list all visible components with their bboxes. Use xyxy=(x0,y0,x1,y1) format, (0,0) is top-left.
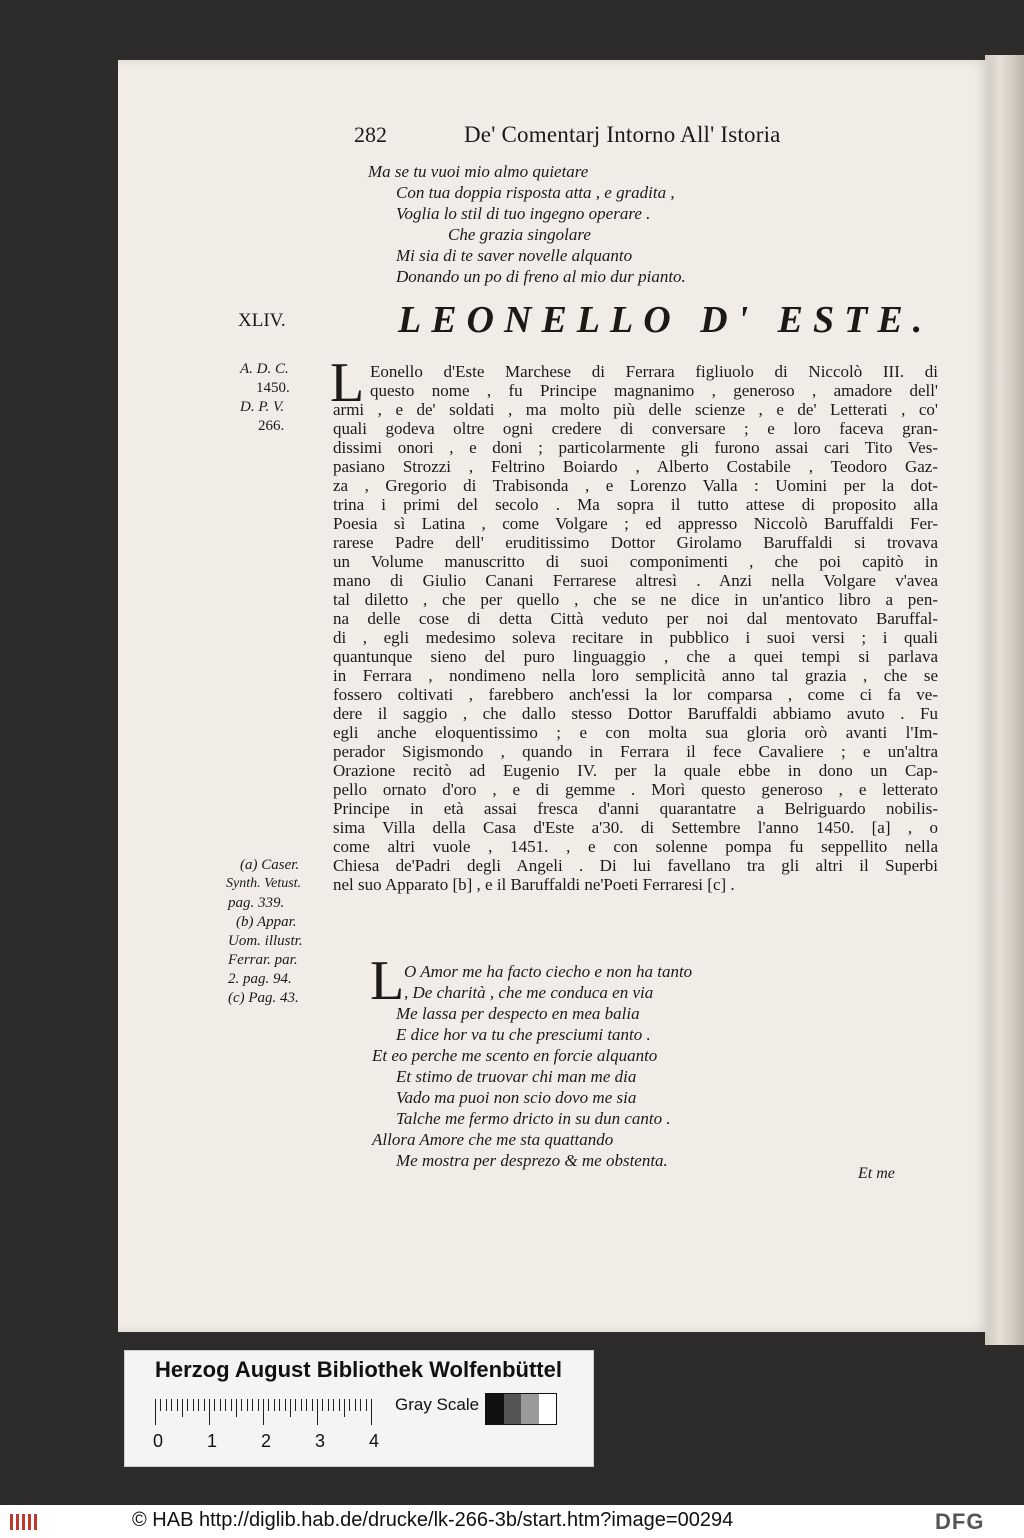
body-line: sima Villa della Casa d'Este a'30. di Settembre l'anno 1450. [a] , o xyxy=(333,818,938,837)
gray-scale-label: Gray Scale xyxy=(395,1395,480,1414)
footer-bar xyxy=(0,1505,1024,1538)
book-page xyxy=(118,60,988,1332)
margin-note: Synth. Vetust. xyxy=(226,876,302,891)
ruler-tick xyxy=(166,1399,167,1411)
ruler-tick-label: 0 xyxy=(153,1431,164,1451)
ruler-tick xyxy=(214,1399,215,1411)
body-line: questo nome , fu Principe magnanimo , generoso , amadore dell' xyxy=(370,381,938,400)
ruler-tick-label: 3 xyxy=(315,1431,326,1451)
body-line: dere il saggio , che dallo stesso Dottor Baruffaldi abbiamo avuto . Fu xyxy=(333,704,938,723)
ruler-tick xyxy=(236,1399,237,1417)
ruler-tick xyxy=(209,1399,210,1425)
poem-line: O Amor me ha facto ciecho e non ha tanto xyxy=(404,962,693,981)
ruler-tick xyxy=(268,1399,269,1411)
ruler-tick xyxy=(155,1399,156,1425)
ruler-tick xyxy=(252,1399,253,1411)
body-line: un Volume manuscritto di suoi componimenti , che poi capitò in xyxy=(333,552,938,571)
poem-drop-cap: L xyxy=(370,950,405,1012)
body-line: nel suo Apparato [b] , e il Baruffaldi ne'Poeti Ferraresi [c] . xyxy=(333,875,735,894)
gray-swatch xyxy=(539,1394,557,1424)
body-line: dissimi onori , e doni ; particolarmente gli furono assai cari Tito Ves- xyxy=(333,438,938,457)
ruler-tick xyxy=(285,1399,286,1411)
page-number: 282 xyxy=(354,122,387,147)
ruler-tick xyxy=(360,1399,361,1411)
ruler-tick xyxy=(247,1399,248,1411)
ruler-tick xyxy=(312,1399,313,1411)
gray-swatch xyxy=(521,1394,539,1424)
hab-logo-icon xyxy=(8,1511,42,1533)
body-line: pasiano Strozzi , Feltrino Boiardo , Alberto Costabile , Teodoro Gaz- xyxy=(333,457,938,476)
body-line: armi , e de' soldati , ma molto più delle scienze , e de' Letterati , co' xyxy=(333,400,938,419)
ruler-tick xyxy=(279,1399,280,1411)
ruler-tick xyxy=(160,1399,161,1411)
ruler-tick xyxy=(333,1399,334,1411)
verse-line: Che grazia singolare xyxy=(448,225,591,244)
ruler-tick xyxy=(366,1399,367,1411)
ruler-tick xyxy=(317,1399,318,1425)
ruler-tick xyxy=(301,1399,302,1411)
ruler-tick-label: 4 xyxy=(369,1431,380,1451)
section-number: XLIV. xyxy=(238,310,286,331)
gray-scale-swatches xyxy=(485,1393,557,1425)
ruler-tick xyxy=(258,1399,259,1411)
color-calibration-bar xyxy=(124,1350,594,1467)
ruler-tick xyxy=(355,1399,356,1411)
verse-line: Donando un po di freno al mio dur pianto. xyxy=(396,267,686,286)
ruler-tick xyxy=(220,1399,221,1411)
ruler-tick xyxy=(344,1399,345,1417)
ruler-tick-label: 2 xyxy=(261,1431,272,1451)
body-line: za , Gregorio di Trabisonda , e Lorenzo Valla : Uomini per la dot- xyxy=(333,476,938,495)
poem-line: Me lassa per despecto en mea balia xyxy=(396,1004,640,1023)
body-line: Eonello d'Este Marchese di Ferrara figliuolo di Niccolò III. di xyxy=(370,362,938,381)
adjacent-page-edge xyxy=(985,55,1024,1345)
body-line: Chiesa de'Padri degli Angeli . Di lui favellano tra gli altri il Superbi xyxy=(333,856,938,875)
body-line: Principe in età assai fresca d'anni quarantatre a Belriguardo nobilis- xyxy=(333,799,938,818)
poem-line: , De charità , che me conduca en via xyxy=(404,983,654,1002)
ruler-tick xyxy=(306,1399,307,1411)
poem-line: Vado ma puoi non scio dovo me sia xyxy=(396,1088,637,1107)
ruler-scale xyxy=(155,1399,375,1425)
body-line: quali godeva oltre ogni credere di conversare ; e loro faceva gran- xyxy=(333,419,938,438)
catchword: Et me xyxy=(858,1165,895,1182)
ruler-tick xyxy=(371,1399,372,1425)
ruler-tick xyxy=(187,1399,188,1411)
ruler-tick xyxy=(290,1399,291,1417)
ruler-tick xyxy=(295,1399,296,1411)
drop-cap: L xyxy=(330,352,365,414)
body-line: fossero coltivati , farebbero anch'essi la lor comparsa , come ci fa ve- xyxy=(333,685,938,704)
verse-line: Con tua doppia risposta atta , e gradita , xyxy=(396,183,675,202)
ruler-tick xyxy=(198,1399,199,1411)
poem-line: E dice hor va tu che presciumi tanto . xyxy=(396,1025,651,1044)
ruler-tick xyxy=(204,1399,205,1411)
ruler-tick xyxy=(193,1399,194,1411)
ruler-tick xyxy=(263,1399,264,1425)
gray-swatch xyxy=(504,1394,522,1424)
margin-note: Uom. illustr. xyxy=(228,933,303,949)
body-line: come altri vuole , 1451. , e con solenne pompa fu seppellito nella xyxy=(333,837,938,856)
body-line: in Ferrara , nondimeno nella loro semplicità anno tal grazia , che se xyxy=(333,666,938,685)
body-line: Orazione recitò ad Eugenio IV. per la quale ebbe in dono un Cap- xyxy=(333,761,938,780)
ruler-tick xyxy=(231,1399,232,1411)
body-line: mano di Giulio Canani Ferrarese altresì . Anzi nella Volgare v'avea xyxy=(333,571,938,590)
margin-note: 2. pag. 94. xyxy=(228,971,292,987)
body-line: na delle cose di detta Città veduto per noi dal mentovato Baruffal- xyxy=(333,609,938,628)
margin-note: 1450. xyxy=(256,380,290,396)
poem-line: Et eo perche me scento en forcie alquanto xyxy=(372,1046,658,1065)
body-line: di , egli medesimo soleva recitare in pubblico i suoi versi ; i quali xyxy=(333,628,938,647)
margin-note: Ferrar. par. xyxy=(228,952,298,968)
ruler-tick xyxy=(322,1399,323,1411)
ruler-tick xyxy=(349,1399,350,1411)
body-line: perador Sigismondo , quando in Ferrara il fece Cavaliere ; e un'altra xyxy=(333,742,938,761)
ruler-tick xyxy=(339,1399,340,1411)
body-line: pello ornato d'oro , e di gemme . Morì questo generoso , e letterato xyxy=(333,780,938,799)
body-line: quantunque sieno del puro linguaggio , che a quei tempi si parlava xyxy=(333,647,938,666)
poem-line: Me mostra per desprezo & me obstenta. xyxy=(396,1151,668,1170)
ruler-tick xyxy=(171,1399,172,1411)
ruler-tick xyxy=(225,1399,226,1411)
margin-note: (b) Appar. xyxy=(236,914,297,930)
gray-swatch xyxy=(486,1394,504,1424)
poem-line: Et stimo de truovar chi man me dia xyxy=(396,1067,637,1086)
body-line: rarese Padre dell' eruditissimo Dottor Girolamo Baruffaldi si trovava xyxy=(333,533,938,552)
body-line: trina i primi del secolo . Ma sopra il tutto attese di proposito alla xyxy=(333,495,938,514)
library-name: Herzog August Bibliothek Wolfenbüttel xyxy=(155,1357,562,1382)
margin-note: (c) Pag. 43. xyxy=(228,990,299,1006)
margin-note: 266. xyxy=(258,418,285,434)
margin-note: (a) Caser. xyxy=(240,857,300,873)
ruler-tick xyxy=(182,1399,183,1417)
poem-line: Allora Amore che me sta quattando xyxy=(372,1130,614,1149)
ruler-tick-label: 1 xyxy=(207,1431,218,1451)
poem-line: Talche me fermo dricto in su dun canto . xyxy=(396,1109,671,1128)
body-line: tal diletto , che per quello , che se ne dice in un'antico libro a pen- xyxy=(333,590,938,609)
running-title: De' Comentarj Intorno All' Istoria xyxy=(464,122,781,147)
margin-note: A. D. C. xyxy=(240,361,289,377)
verse-line: Ma se tu vuoi mio almo quietare xyxy=(368,162,589,181)
credit-link[interactable]: © HAB http://diglib.hab.de/drucke/lk-266-3b/start.htm?image=00294 xyxy=(132,1509,734,1531)
verse-line: Mi sia di te saver novelle alquanto xyxy=(396,246,633,265)
body-line: Poesia sì Latina , come Volgare ; ed appresso Niccolò Baruffaldi Fer- xyxy=(333,514,938,533)
verse-line: Voglia lo stil di tuo ingegno operare . xyxy=(396,204,651,223)
section-title: LEONELLO D' ESTE. xyxy=(398,299,933,341)
ruler-tick xyxy=(274,1399,275,1411)
ruler-tick xyxy=(328,1399,329,1411)
ruler-tick xyxy=(177,1399,178,1411)
margin-note: pag. 339. xyxy=(228,895,285,911)
body-line: egli anche eloquentissimo ; e con molta sua gloria orò avanti l'Im- xyxy=(333,723,938,742)
dfg-logo: DFG xyxy=(935,1509,985,1534)
ruler-tick xyxy=(241,1399,242,1411)
margin-note: D. P. V. xyxy=(240,399,285,415)
